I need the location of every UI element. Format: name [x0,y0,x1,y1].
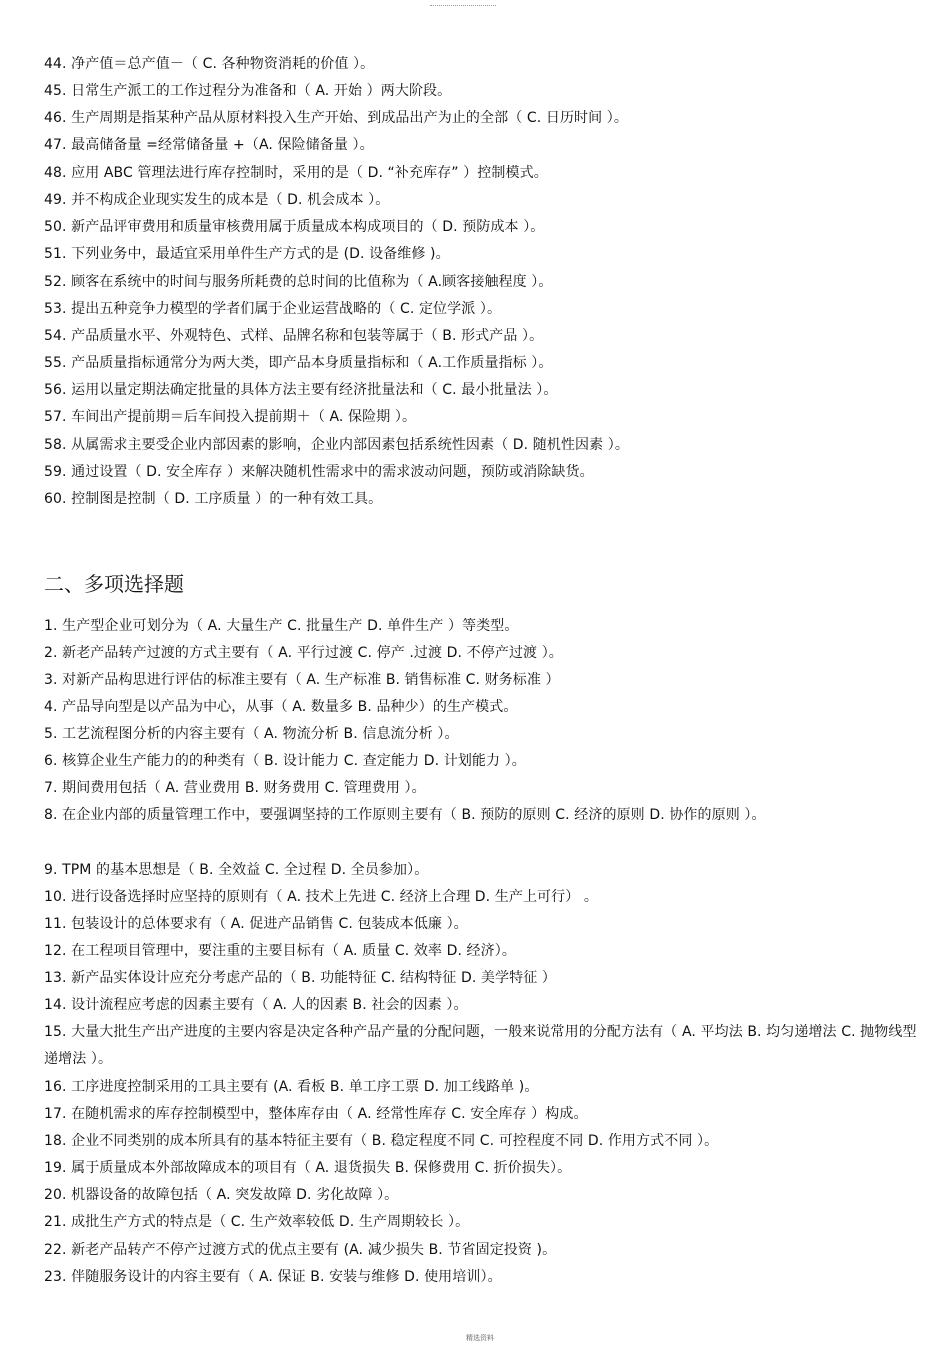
question-58: 58. 从属需求主要受企业内部因素的影响，企业内部因素包括系统性因素（ D. 随机性因素 ）。 [44,437,629,453]
header-dotted-rule [430,5,496,6]
mc-question-5: 5. 工艺流程图分析的内容主要有（ A. 物流分析 B. 信息流分析 ）。 [44,726,459,742]
question-55: 55. 产品质量指标通常分为两大类，即产品本身质量指标和（ A.工作质量指标 ）。 [44,355,553,371]
section-heading: 二、多项选择题 [44,572,184,596]
mc-question-2: 2. 新老产品转产过渡的方式主要有（ A. 平行过渡 C. 停产 .过渡 D. 不停产过渡 ）。 [44,645,563,661]
question-51: 51. 下列业务中，最适宜采用单件生产方式的是 (D. 设备维修 )。 [44,246,450,262]
question-57: 57. 车间出产提前期＝后车间投入提前期＋（ A. 保险期 ）。 [44,409,417,425]
question-56: 56. 运用以量定期法确定批量的具体方法主要有经济批量法和（ C. 最小批量法 ）。 [44,382,558,398]
mc-question-8: 8. 在企业内部的质量管理工作中，要强调坚持的工作原则主要有（ B. 预防的原则 C. 经济的原则 D. 协作的原则 ）。 [44,807,766,823]
mc-question-4: 4. 产品导向型是以产品为中心，从事（ A. 数量多 B. 品种少）的生产模式。 [44,699,518,715]
mc-question-12: 12. 在工程项目管理中，要注重的主要目标有（ A. 质量 C. 效率 D. 经济）。 [44,943,516,959]
question-53: 53. 提出五种竞争力模型的学者们属于企业运营战略的（ C. 定位学派 ）。 [44,301,502,317]
mc-question-16: 16. 工序进度控制采用的工具主要有 (A. 看板 B. 单工序工票 D. 加工线路单 )。 [44,1079,539,1095]
question-49: 49. 并不构成企业现实发生的成本是（ D. 机会成本 ）。 [44,192,390,208]
mc-question-23: 23. 伴随服务设计的内容主要有（ A. 保证 B. 安装与维修 D. 使用培训）。 [44,1269,502,1285]
mc-question-14: 14. 设计流程应考虑的因素主要有（ A. 人的因素 B. 社会的因素 ）。 [44,997,468,1013]
question-54: 54. 产品质量水平、外观特色、式样、品牌名称和包装等属于（ B. 形式产品 ）。 [44,328,544,344]
question-50: 50. 新产品评审费用和质量审核费用属于质量成本构成项目的（ D. 预防成本 ）。 [44,219,545,235]
question-48: 48. 应用 ABC 管理法进行库存控制时，采用的是（ D. “补充库存” ）控制模式。 [44,165,548,181]
question-59: 59. 通过设置（ D. 安全库存 ）来解决随机性需求中的需求波动问题，预防或消除缺货。 [44,464,594,480]
mc-question-7: 7. 期间费用包括（ A. 营业费用 B. 财务费用 C. 管理费用 ）。 [44,780,426,796]
question-45: 45. 日常生产派工的工作过程分为准备和（ A. 开始 ）两大阶段。 [44,83,452,99]
question-44: 44. 净产值＝总产值－（ C. 各种物资消耗的价值 ）。 [44,56,375,72]
mc-question-11: 11. 包装设计的总体要求有（ A. 促进产品销售 C. 包装成本低廉 ）。 [44,916,468,932]
question-60: 60. 控制图是控制（ D. 工序质量 ）的一种有效工具。 [44,491,383,507]
mc-question-9: 9. TPM 的基本思想是（ B. 全效益 C. 全过程 D. 全员参加）。 [44,862,429,878]
question-52: 52. 顾客在系统中的时间与服务所耗费的总时间的比值称为（ A.顾客接触程度 ）。 [44,274,553,290]
mc-question-20: 20. 机器设备的故障包括（ A. 突发故障 D. 劣化故障 ）。 [44,1187,399,1203]
question-47: 47. 最高储备量 =经常储备量 +（A. 保险储备量 ）。 [44,137,374,153]
mc-question-22: 22. 新老产品转产不停产过渡方式的优点主要有 (A. 减少损失 B. 节省固定投资 )。 [44,1242,557,1258]
mc-question-18: 18. 企业不同类别的成本所具有的基本特征主要有（ B. 稳定程度不同 C. 可控程度不同 D. 作用方式不同 ）。 [44,1133,719,1149]
page-footer: 精选资料 [466,1334,494,1342]
mc-question-10: 10. 进行设备选择时应坚持的原则有（ A. 技术上先进 C. 经济上合理 D. 生产上可行） 。 [44,889,599,905]
mc-question-19: 19. 属于质量成本外部故障成本的项目有（ A. 退货损失 B. 保修费用 C. 折价损失）。 [44,1160,572,1176]
mc-question-13: 13. 新产品实体设计应充分考虑产品的（ B. 功能特征 C. 结构特征 D. 美学特征 ） [44,970,556,986]
mc-question-3: 3. 对新产品构思进行评估的标准主要有（ A. 生产标准 B. 销售标准 C. 财务标准 ） [44,672,560,688]
mc-question-17: 17. 在随机需求的库存控制模型中，整体库存由（ A. 经常性库存 C. 安全库存 ）构成。 [44,1106,588,1122]
question-46: 46. 生产周期是指某种产品从原材料投入生产开始、到成品出产为止的全部（ C. 日历时间 ）。 [44,110,628,126]
mc-question-1: 1. 生产型企业可划分为（ A. 大量生产 C. 批量生产 D. 单件生产 ）等类型。 [44,618,519,634]
mc-question-21: 21. 成批生产方式的特点是（ C. 生产效率较低 D. 生产周期较长 ）。 [44,1214,470,1230]
mc-question-15: 15. 大量大批生产出产进度的主要内容是决定各种产品产量的分配问题，一般来说常用的分配方法有（ A. 平均法 B. 均匀递增法 C. 抛物线型递增法 ）。 [44,1024,917,1067]
mc-question-6: 6. 核算企业生产能力的的种类有（ B. 设计能力 C. 查定能力 D. 计划能力 ）。 [44,753,526,769]
